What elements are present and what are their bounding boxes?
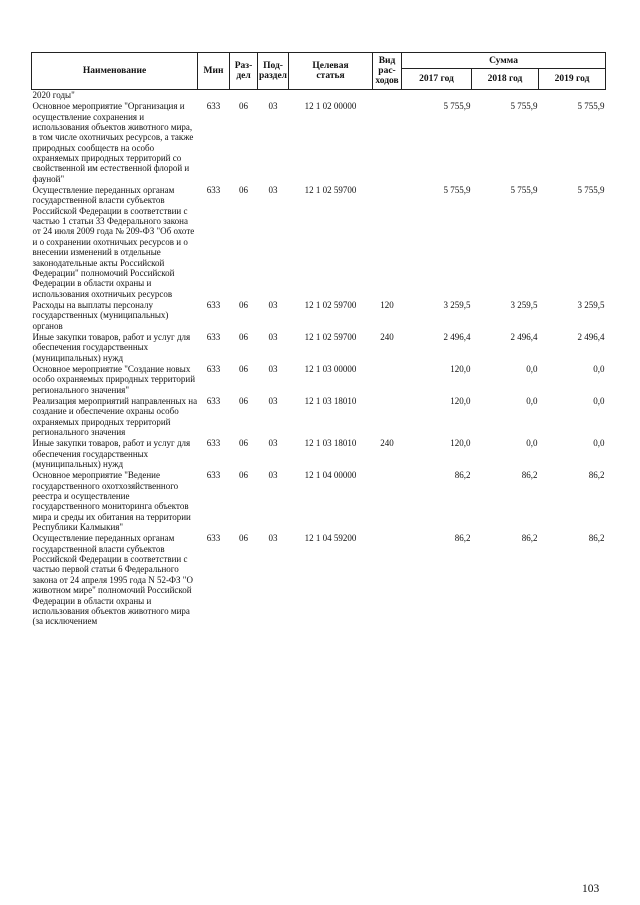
cell-2017: 3 259,5 <box>443 299 471 310</box>
cell-target: 12 1 02 00000 <box>304 101 357 112</box>
cell-2019: 0,0 <box>593 395 605 406</box>
cell-2017: 120,0 <box>450 363 471 374</box>
header-2018: 2018 год <box>472 69 539 90</box>
table-row <box>32 533 606 627</box>
cell-target <box>289 90 373 102</box>
cell-target: 12 1 02 59700 <box>304 185 357 196</box>
cell-2017: 120,0 <box>450 438 471 449</box>
cell-podrazdel: 03 <box>268 470 278 481</box>
header-target: Целевая статья <box>289 53 373 90</box>
cell-podrazdel: 03 <box>268 533 278 544</box>
cell-target: 12 1 04 00000 <box>304 470 357 481</box>
cell-min: 633 <box>206 363 221 374</box>
table-row <box>32 438 606 470</box>
cell-min: 633 <box>206 299 221 310</box>
cell-podrazdel: 03 <box>268 395 278 406</box>
cell-target: 12 1 04 59200 <box>304 533 357 544</box>
header-2019: 2019 год <box>539 69 606 90</box>
header-podrazdel: Под- раздел <box>258 53 289 90</box>
cell-2017: 86,2 <box>454 470 471 481</box>
cell-podrazdel: 03 <box>268 101 278 112</box>
cell-podrazdel: 03 <box>268 299 278 310</box>
header-razdel: Раз- дел <box>230 53 258 90</box>
cell-vid <box>373 470 402 533</box>
cell-min: 633 <box>206 438 221 449</box>
cell-name: Основное мероприятие "Ведение государственного охотхозяйственного реестра и осуществление государственного мониторинга объектов мира и среды их обитания на территории Республики Калмыкия" <box>32 470 191 533</box>
cell-razdel: 06 <box>239 470 248 481</box>
cell-2019: 2 496,4 <box>577 331 605 342</box>
cell-2018 <box>472 90 539 102</box>
cell-name: Реализация мероприятий направленных на создание и обеспечение охраны особо охраняемых природных территорий регионального значения <box>32 395 198 437</box>
cell-razdel: 06 <box>239 101 248 112</box>
cell-min: 633 <box>206 331 221 342</box>
cell-vid: 240 <box>380 438 394 449</box>
cell-name: Основное мероприятие "Создание новых особо охраняемых природных территорий регионального значения" <box>32 363 196 395</box>
cell-2018: 0,0 <box>526 395 538 406</box>
cell-target: 12 1 02 59700 <box>304 331 357 342</box>
cell-vid: 240 <box>380 331 394 342</box>
cell-podrazdel: 03 <box>268 363 278 374</box>
table-row <box>32 185 606 300</box>
cell-name: 2020 годы" <box>32 90 75 100</box>
table-row <box>32 332 606 364</box>
cell-target: 12 1 03 18010 <box>304 438 357 449</box>
cell-2019 <box>539 90 606 102</box>
cell-podrazdel: 03 <box>268 331 278 342</box>
cell-name: Иные закупки товаров, работ и услуг для обеспечения государственных (муниципальных) нужд <box>32 438 191 470</box>
header-2017: 2017 год <box>402 69 472 90</box>
table-header <box>32 53 606 90</box>
cell-vid <box>373 533 402 627</box>
cell-name: Основное мероприятие "Организация и осуществление сохранения и использования объектов животного мира, в том числе охотничьих ресурсов, а также природных сообществ на особо охраняемых природных территорий со свойственной им естественной флорой и фауной" <box>32 101 194 184</box>
cell-min <box>198 90 230 102</box>
cell-target: 12 1 03 00000 <box>304 363 357 374</box>
cell-podrazdel: 03 <box>268 185 278 196</box>
cell-razdel: 06 <box>239 395 248 406</box>
cell-razdel: 06 <box>239 331 248 342</box>
cell-podrazdel <box>258 90 289 102</box>
cell-vid <box>373 90 402 102</box>
cell-razdel: 06 <box>239 185 248 196</box>
cell-min: 633 <box>206 470 221 481</box>
cell-2018: 86,2 <box>521 533 538 544</box>
cell-target: 12 1 03 18010 <box>304 395 357 406</box>
cell-name: Осуществление переданных органам государственной власти субъектов Российской Федерации в соответствии с частью 1 статьи 33 Федерального закона от 24 июля 2009 года № 209-ФЗ "Об охоте и о сохранении охотничьих ресурсов и о внесении изменений в отдельные законодательные акты Российской Федерации" полномочий Российской Федерации в области охраны и использования охотничьих ресурсов <box>32 185 195 299</box>
cell-vid <box>373 185 402 300</box>
cell-min: 633 <box>206 101 221 112</box>
table-row <box>32 364 606 396</box>
cell-2019: 5 755,9 <box>577 101 605 112</box>
cell-min: 633 <box>206 395 221 406</box>
cell-2018: 5 755,9 <box>510 101 538 112</box>
cell-2018: 3 259,5 <box>510 299 538 310</box>
header-min: Мин <box>198 53 230 90</box>
table-row <box>32 101 606 185</box>
cell-2018: 5 755,9 <box>510 185 538 196</box>
table-row <box>32 396 606 438</box>
header-vid: Вид рас- ходов <box>373 53 402 90</box>
cell-2017 <box>402 90 472 102</box>
header-name: Наименование <box>32 53 198 90</box>
cell-vid: 120 <box>380 299 394 310</box>
cell-razdel: 06 <box>239 363 248 374</box>
cell-2017: 86,2 <box>454 533 471 544</box>
cell-2018: 0,0 <box>526 363 538 374</box>
cell-podrazdel: 03 <box>268 438 278 449</box>
cell-2019: 5 755,9 <box>577 185 605 196</box>
cell-name: Осуществление переданных органам государственной власти субъектов Российской Федерации в соответствии с частью первой статьи 6 Федерального закона от 24 апреля 1995 года N 52-ФЗ "О животном мире" полномочий Российской Федерации в области охраны и использования объектов животного мира (за исключением <box>32 533 193 627</box>
cell-2019: 0,0 <box>593 438 605 449</box>
cell-2018: 2 496,4 <box>510 331 538 342</box>
budget-table <box>31 52 606 628</box>
cell-2018: 0,0 <box>526 438 538 449</box>
table-row <box>32 470 606 533</box>
cell-vid <box>373 396 402 438</box>
cell-2017: 120,0 <box>450 395 471 406</box>
cell-razdel: 06 <box>239 533 248 544</box>
cell-razdel: 06 <box>239 299 248 310</box>
cell-min: 633 <box>206 533 221 544</box>
table-body <box>32 90 606 628</box>
cell-2019: 86,2 <box>588 533 605 544</box>
cell-name: Расходы на выплаты персоналу государственных (муниципальных) органов <box>32 299 169 331</box>
cell-2017: 5 755,9 <box>443 101 471 112</box>
table-row <box>32 90 606 102</box>
cell-razdel <box>230 90 258 102</box>
cell-2019: 3 259,5 <box>577 299 605 310</box>
cell-2017: 5 755,9 <box>443 185 471 196</box>
cell-2017: 2 496,4 <box>443 331 471 342</box>
cell-min: 633 <box>206 185 221 196</box>
cell-razdel: 06 <box>239 438 248 449</box>
table-row <box>32 300 606 332</box>
cell-2019: 0,0 <box>593 363 605 374</box>
cell-name: Иные закупки товаров, работ и услуг для обеспечения государственных (муниципальных) нужд <box>32 331 191 363</box>
cell-vid <box>373 364 402 396</box>
cell-target: 12 1 02 59700 <box>304 299 357 310</box>
cell-2018: 86,2 <box>521 470 538 481</box>
header-sum: Сумма <box>402 53 606 69</box>
page-number: 103 <box>582 883 600 895</box>
cell-2019: 86,2 <box>588 470 605 481</box>
cell-vid <box>373 101 402 185</box>
